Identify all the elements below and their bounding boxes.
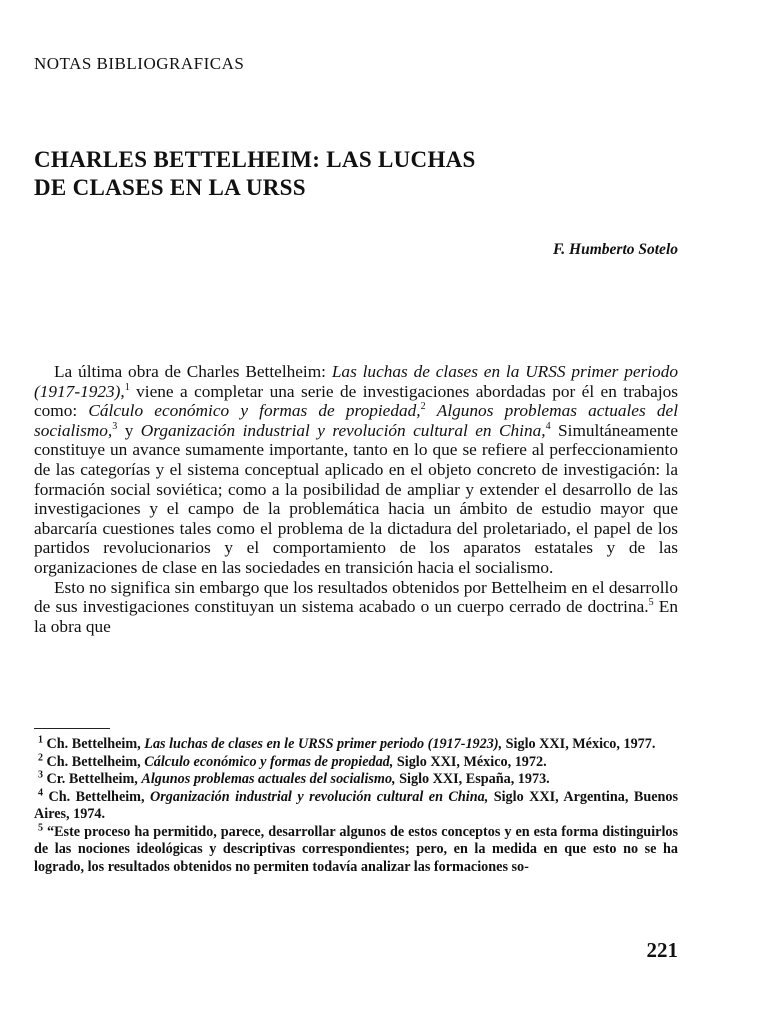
body-text: En la obra que: [34, 597, 678, 636]
footnote: [34, 751, 678, 772]
article-body: [34, 362, 678, 636]
footnote-number: 3: [38, 769, 43, 781]
body-text: [426, 401, 437, 420]
article-title-line-1: CHARLES BETTELHEIM: LAS LUCHAS: [34, 147, 476, 172]
article-author: F. Humberto Sotelo: [552, 241, 678, 258]
footnote-title: Las luchas de clases en le URSS primer periodo (1917-1923),: [144, 736, 503, 752]
book-title: Las luchas de clases en la URSS primer periodo (1917-1923),: [34, 362, 678, 401]
footnote-author: Ch. Bettelheim,: [48, 788, 151, 805]
body-paragraph: [34, 362, 678, 578]
footnote-text: “Este proceso ha permitido, parece, desarrollar algunos de estos conceptos y en esta forma distinguirlos de las nociones ideológicas y descriptivas correspondientes; pero, en la medida en que esto no se ha logrado, los resultados obtenidos no permiten todavía analizar las formaciones so-: [34, 823, 678, 875]
page-number: 221: [646, 938, 678, 962]
book-title: Cálculo económico y formas de propiedad,: [88, 401, 421, 421]
footnote-number: 1: [38, 734, 43, 746]
body-text: Esto no significa sin embargo que los resultados obtenidos por Bettelheim en el desarrollo de sus investigaciones constituyan un sistema acabado o un cuerpo cerrado de doctrina.: [34, 577, 678, 617]
footnote-author: Cr. Bettelheim,: [46, 771, 142, 787]
footnote: [34, 736, 678, 754]
footnote-ref: 3: [112, 421, 118, 433]
book-title: Organización industrial y revolución cultural en China,: [140, 420, 546, 440]
body-text: La última obra de Charles Bettelheim:: [54, 362, 332, 381]
footnote-divider: [34, 728, 110, 729]
footnote-publisher: Siglo XXI, España, 1973.: [395, 771, 550, 787]
footnote: [34, 771, 678, 789]
footnote-title: Algunos problemas actuales del socialismo,: [141, 771, 396, 787]
body-text: Simultáneamente constituye un avance sumamente importante, tanto en lo que se refiere al perfeccionamiento de las categorías y el sistema conceptual aplicado en el objeto concreto de investigación: la formación social soviética; como a la posibilidad de ampliar y extender el desarrollo de las investigaciones y el campo de la problemática hacia un ámbito de estudio mayor que abarcaría cuestiones tales como el problema de la dictadura del proletariado, el papel de los partidos revolucionarios y el comportamiento de los aparatos estatales y de las organizaciones de clase en las sociedades en transición hacia el socialismo.: [34, 420, 679, 577]
footnote: [34, 786, 679, 824]
footnote-number: 2: [38, 751, 43, 763]
article-title-line-2: DE CLASES EN LA URSS: [34, 175, 306, 200]
footnote-author: Ch. Bettelheim,: [46, 753, 145, 770]
footnote-ref: 1: [124, 381, 130, 393]
footnote-ref: 5: [648, 597, 654, 609]
article-title: [34, 146, 674, 202]
footnote-ref: 4: [545, 421, 551, 433]
footnote-publisher: Siglo XXI, México, 1977.: [502, 736, 656, 752]
footnote-author: Ch. Bettelheim,: [46, 736, 145, 752]
footnote-number: 4: [38, 786, 43, 798]
body-text: y: [117, 420, 141, 440]
body-paragraph: [34, 578, 678, 637]
section-header: NOTAS BIBLIOGRAFICAS: [34, 54, 245, 73]
footnote-publisher: Siglo XXI, Argentina, Buenos Aires, 1974.: [34, 788, 679, 822]
footnote-title: Organización industrial y revolución cultural en China,: [150, 788, 489, 805]
book-title: Algunos problemas actuales del socialismo,: [34, 401, 678, 440]
footnote-publisher: Siglo XXI, México, 1972.: [393, 753, 547, 770]
footnote: [34, 821, 678, 877]
footnotes: [34, 736, 678, 876]
footnote-ref: 2: [420, 401, 426, 413]
body-text: viene a completar una serie de investigaciones abordadas por él en trabajos como:: [34, 381, 678, 421]
footnote-number: 5: [38, 821, 43, 833]
footnote-title: Cálculo económico y formas de propiedad,: [144, 753, 394, 770]
